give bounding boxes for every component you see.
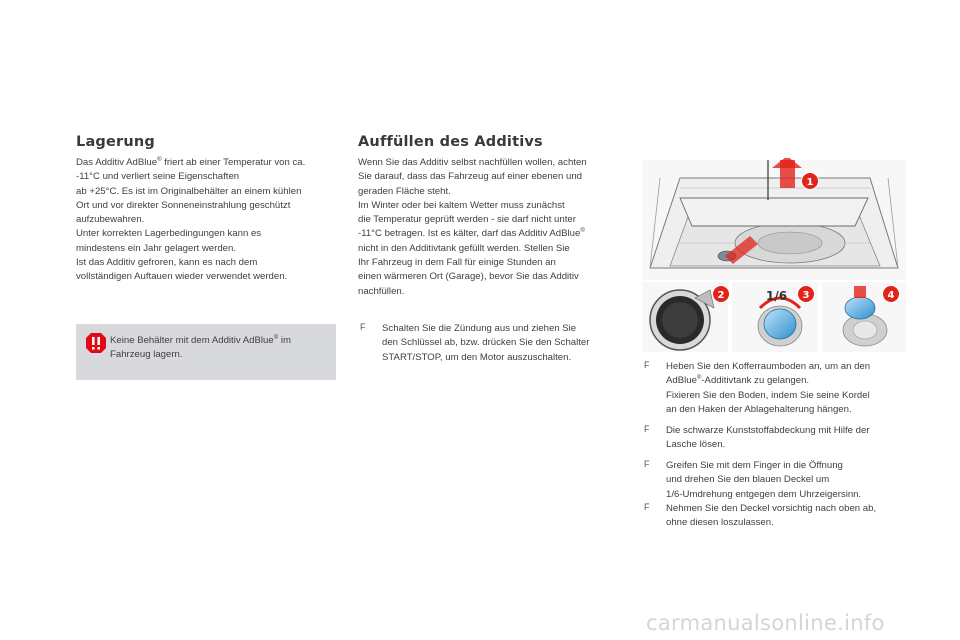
bullet-arrow-icon: F	[644, 360, 650, 370]
step-text	[666, 502, 876, 531]
adblue-tank-illustration	[640, 158, 908, 353]
warning-exclamation-icon	[85, 332, 107, 354]
text-line: Sie darauf, dass das Fahrzeug auf einer ebenen und	[358, 171, 583, 183]
text-line: Ort und vor direkter Sonneneinstrahlung geschützt	[76, 199, 291, 211]
storage-heading: Lagerung	[76, 134, 156, 150]
text-line: Im Winter oder bei kaltem Wetter muss zunächst	[358, 199, 565, 211]
warning-box	[76, 324, 336, 380]
text-line: START/STOP, um den Motor auszuschalten.	[382, 351, 572, 363]
text-line: 1/6-Umdrehung entgegen dem Uhrzeigersinn.	[666, 488, 862, 500]
warning-text	[110, 334, 291, 363]
text-line: Nehmen Sie den Deckel vorsichtig nach oben ab,	[666, 503, 877, 514]
bullet-arrow-icon: F	[644, 502, 650, 512]
storage-paragraph	[76, 156, 305, 285]
svg-text:4: 4	[887, 290, 895, 301]
text-line: aufzubewahren.	[76, 214, 145, 226]
text-line: die Temperatur geprüft werden - sie darf nicht unter	[358, 214, 576, 226]
svg-text:3: 3	[802, 290, 810, 301]
text-line: Wenn Sie das Additiv selbst nachfüllen wollen, achten	[358, 157, 587, 168]
bullet-arrow-icon: F	[644, 459, 650, 469]
text-line: Schalten Sie die Zündung aus und ziehen Sie	[382, 323, 577, 334]
text-line: Greifen Sie mit dem Finger in die Öffnung	[666, 460, 843, 471]
text-line: den Schlüssel ab, bzw. drücken Sie den Schalter	[382, 337, 590, 349]
text-line: Fixieren Sie den Boden, indem Sie seine Kordel	[666, 389, 870, 401]
text-line: Die schwarze Kunststoffabdeckung mit Hilfe der	[666, 425, 870, 436]
text-line: Ihr Fahrzeug in dem Fall für einige Stunden an	[358, 257, 556, 269]
text-line: Heben Sie den Kofferraumboden an, um an den	[666, 361, 871, 372]
svg-text:1: 1	[806, 177, 814, 188]
step-text	[382, 322, 589, 365]
text-line: und drehen Sie den blauen Deckel um	[666, 474, 830, 486]
text-line: Keine Behälter mit dem Additiv AdBlue® im	[110, 335, 291, 346]
svg-text:2: 2	[717, 290, 725, 301]
refill-heading: Auffüllen des Additivs	[358, 134, 543, 150]
text-line: Ist das Additiv gefroren, kann es nach dem	[76, 257, 258, 269]
text-line: Lasche lösen.	[666, 439, 726, 451]
text-line: nicht in den Additivtank gefüllt werden. Stellen Sie	[358, 242, 570, 254]
text-line: vollständigen Auftauen wieder verwendet werden.	[76, 271, 288, 283]
text-line: -11°C und verliert seine Eigenschaften	[76, 171, 240, 183]
text-line: nachfüllen.	[358, 285, 405, 297]
text-line: Unter korrekten Lagerbedingungen kann es	[76, 228, 262, 240]
step-badge-3	[798, 286, 815, 303]
text-line: Fahrzeug lagern.	[110, 349, 183, 361]
refill-paragraph	[358, 156, 587, 299]
step-text	[666, 424, 870, 453]
text-line: -11°C betragen. Ist es kälter, darf das Additiv AdBlue®	[358, 228, 585, 240]
watermark: carmanualsonline.info	[646, 611, 885, 635]
text-line: Das Additiv AdBlue® friert ab einer Temperatur von ca.	[76, 157, 306, 168]
rotation-label: 1/6	[766, 289, 788, 303]
bullet-arrow-icon: F	[360, 322, 366, 332]
text-line: einen wärmeren Ort (Garage), bevor Sie das Additiv	[358, 271, 579, 283]
step-badge-2	[713, 286, 730, 303]
text-line: mindestens ein Jahr gelagert werden.	[76, 242, 236, 254]
boot-floor-drawing	[642, 158, 906, 280]
text-line: AdBlue®-Additivtank zu gelangen.	[666, 375, 810, 387]
text-line: ohne diesen loszulassen.	[666, 517, 774, 529]
bullet-arrow-icon: F	[644, 424, 650, 434]
text-line: geraden Fläche steht.	[358, 185, 451, 197]
text-line: an den Haken der Ablagehalterung hängen.	[666, 403, 852, 415]
step-badge-1	[802, 173, 819, 190]
step-badge-4	[883, 286, 900, 303]
step-text	[666, 360, 870, 417]
step-text	[666, 459, 861, 502]
text-line: ab +25°C. Es ist im Originalbehälter an einem kühlen	[76, 185, 302, 197]
